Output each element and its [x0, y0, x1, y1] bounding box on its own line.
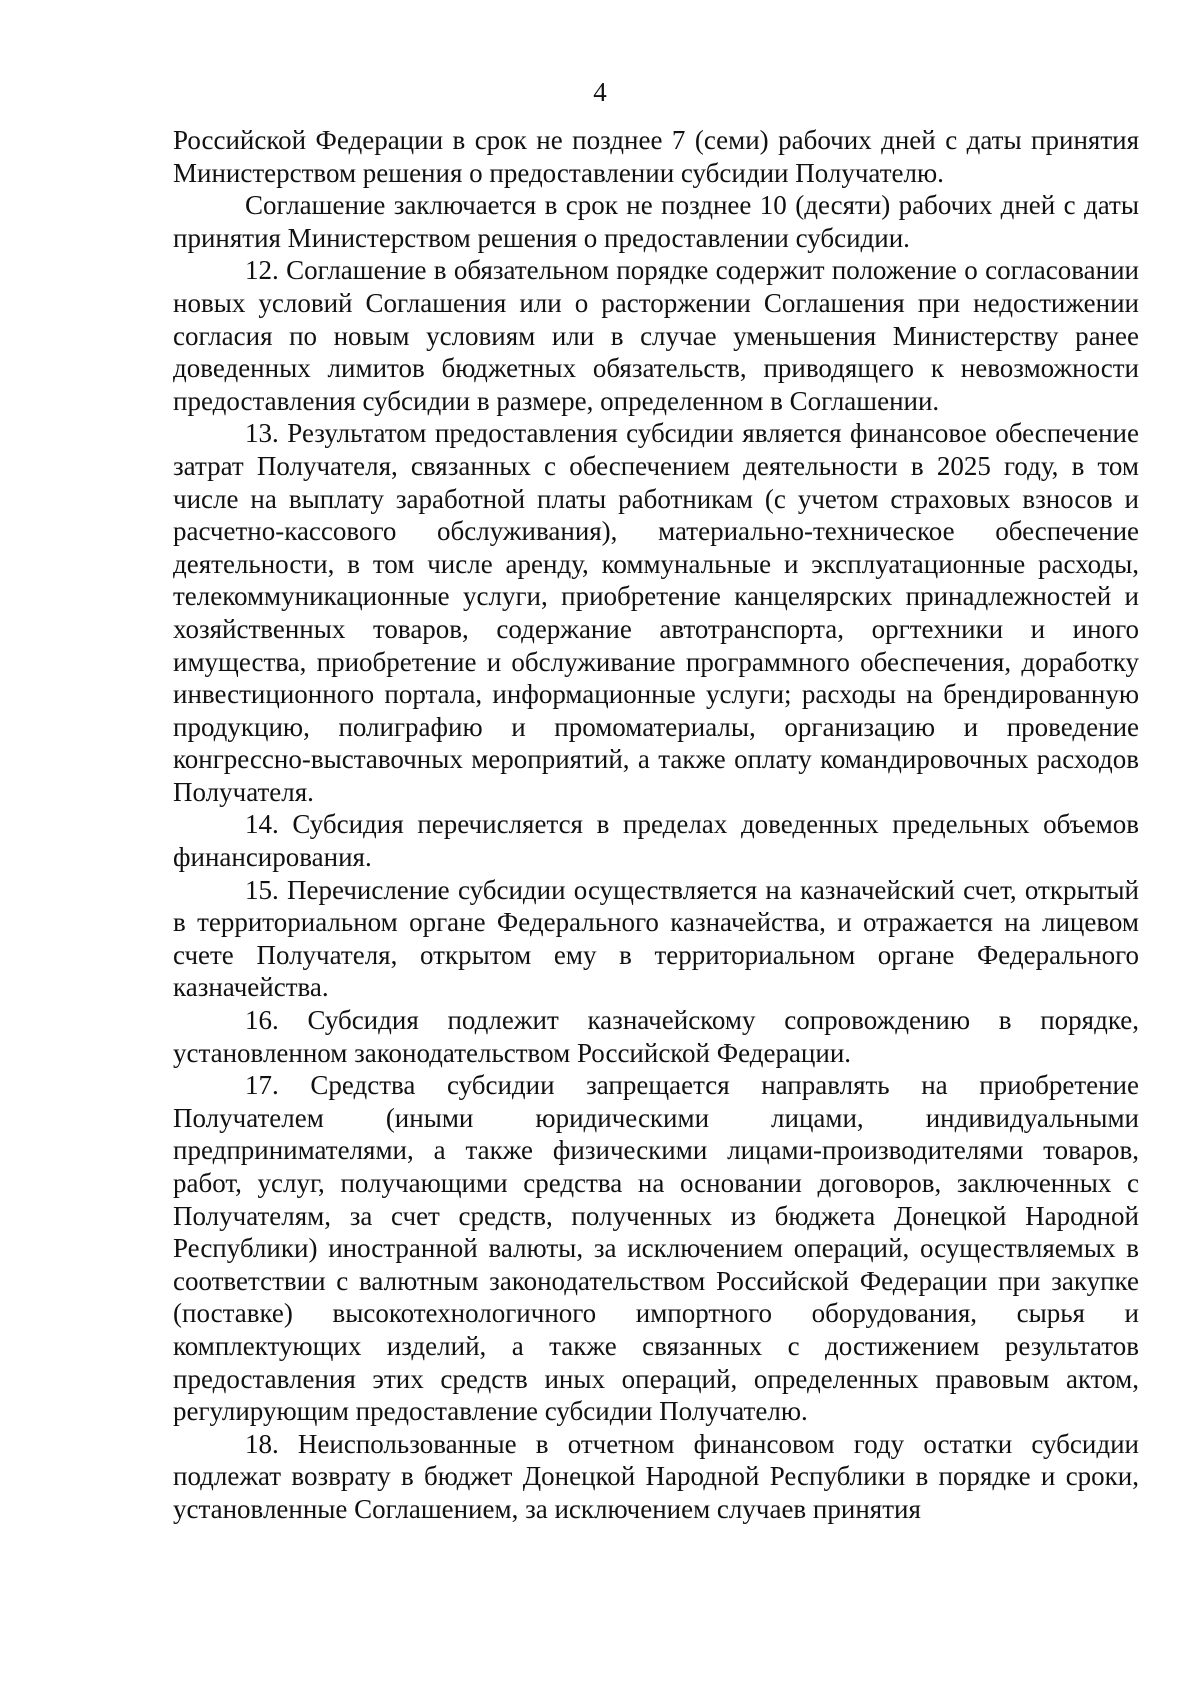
paragraph-15: 15. Перечисление субсидии осуществляется на казначейский счет, открытый в территориальном органе Федерального казначейства, и отражается на лицевом счете Получателя, открытом ему в территориальном органе Федерального казначейства. — [173, 874, 1139, 1003]
page-number: 4 — [593, 77, 607, 107]
paragraph-18: 18. Неиспользованные в отчетном финансовом году остатки субсидии подлежат возврату в бюджет Донецкой Народной Республики в порядке и сроки, установленные Соглашением, за исключением случаев принятия — [173, 1428, 1139, 1524]
paragraph-14: 14. Субсидия перечисляется в пределах доведенных предельных объемов финансирования. — [173, 809, 1139, 873]
paragraph-17: 17. Средства субсидии запрещается направлять на приобретение Получателем (иными юридическими лицами, индивидуальными предпринимателями, а также физическими лицами-производителями товаров, работ, услуг, получающими средства на основании договоров, заключенных с Получателям, за счет средств, полученных из бюджета Донецкой Народной Республики) иностранной валюты, за исключением операций, осуществляемых в соответствии с валютным законодательством Российской Федерации при закупке (поставке) высокотехнологичного импортного оборудования, сырья и комплектующих изделий, а также связанных с достижением результатов предоставления этих средств иных операций, определенных правовым актом, регулирующим предоставление субсидии Получателю. — [173, 1070, 1139, 1427]
document-body — [173, 124, 1139, 1526]
paragraph-12: 12. Соглашение в обязательном порядке содержит положение о согласовании новых условий Соглашения или о расторжении Соглашения при недостижении согласия по новым условиям или в случае уменьшения Министерству ранее доведенных лимитов бюджетных обязательств, приводящего к невозможности предоставления субсидии в размере, определенном в Соглашении. — [173, 255, 1139, 416]
paragraph-continuation: Российской Федерации в срок не позднее 7 (семи) рабочих дней с даты принятия Министерством решения о предоставлении субсидии Получателю. — [173, 125, 1139, 188]
paragraph-agreement-deadline: Соглашение заключается в срок не позднее 10 (десяти) рабочих дней с даты принятия Министерством решения о предоставлении субсидии. — [173, 190, 1139, 253]
paragraph-13: 13. Результатом предоставления субсидии является финансовое обеспечение затрат Получателя, связанных с обеспечением деятельности в 2025 году, в том числе на выплату заработной платы работникам (с учетом страховых взносов и расчетно-кассового обслуживания), материально-техническое обеспечение деятельности, в том числе аренду, коммунальные и эксплуатационные расходы, телекоммуникационные услуги, приобретение канцелярских принадлежностей и хозяйственных товаров, содержание автотранспорта, оргтехники и иного имущества, приобретение и обслуживание программного обеспечения, доработку инвестиционного портала, информационные услуги; расходы на брендированную продукцию, полиграфию и промоматериалы, организацию и проведение конгрессно-выставочных мероприятий, а также оплату командировочных расходов Получателя. — [173, 418, 1139, 807]
paragraph-16: 16. Субсидия подлежит казначейскому сопровождению в порядке, установленном законодательством Российской Федерации. — [173, 1005, 1139, 1068]
